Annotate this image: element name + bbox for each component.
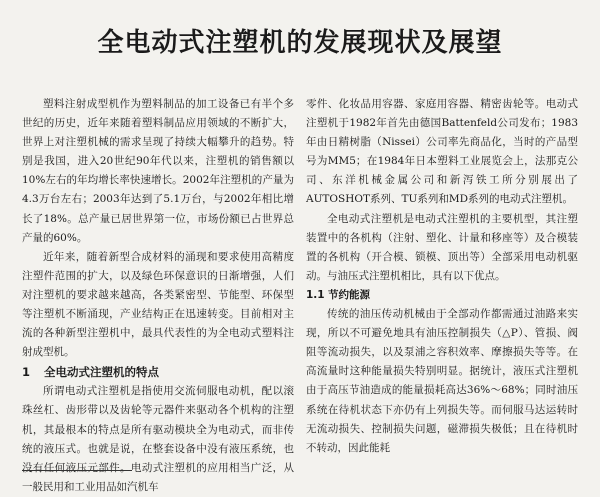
article-title: 全电动式注塑机的发展现状及展望 bbox=[97, 28, 503, 58]
paragraph-history: 零件、化妆品用容器、家庭用容器、精密齿轮等。电动式注塑机于1982年首先由德国Battenfeld公司发布；1983年由日精树脂（Nissei）公司率先商品化，当时的产品型号为MM5；在1984年日本塑料工业展览会上，法那克公司、东洋机械金属公司和新泻铁工所分别展出了AUTOSHOT系列、TU系列和MD系列的电动式注塑机。 bbox=[306, 98, 578, 206]
section-title: 全电动式注塑机的特点 bbox=[44, 365, 159, 380]
right-column bbox=[306, 95, 578, 458]
paragraph-all-electric: 全电动式注塑机是电动式注塑机的主要机型，其注塑装置中的各机构（注射、塑化、计量和移座等）及合模装置的各机构（开合模、锁模、顶出等）全部采用电动机驱动。与油压式注塑机相比，具有以下优点。 bbox=[306, 212, 578, 282]
footnote-divider bbox=[22, 470, 132, 471]
paragraph-definition: 所谓电动式注塑机是指使用交流伺服电动机，配以滚珠丝杠、齿形带以及齿轮等元器件来驱动各个机构的注塑机，其最根本的特点是所有驱动模块全为电动式，而非传统的液压式。也就是说，在整套设备中没有液压系统，也没有任何液压元部件。电动式注塑机的应用相当广泛，从一般民用和工业用品如汽机车 bbox=[22, 385, 294, 493]
section-heading-1 bbox=[22, 362, 294, 382]
paragraph-energy-saving: 传统的油压传动机械由于全部动作都需通过油路来实现，所以不可避免地具有油压控制损失（△P）、管损、阀阻等流动损失，以及泵浦之容积效率、摩擦损失等等。在高流量时这种能量损失特别明显。据统计，液压式注塑机由于高压节油造成的能量损耗高达36%～68%；同时油压系统在待机状态下亦仍有上列损失等。而伺服马达运转时无流动损失、控制损失问题，磁滞损失极低；且在待机时不转动，因此能耗 bbox=[306, 308, 578, 454]
left-column bbox=[22, 95, 294, 497]
subsection-number: 1.1 bbox=[306, 288, 325, 301]
paragraph-trend: 近年来，随着新型合成材料的涌现和要求使用高精度注塑件范围的扩大，以及绿色环保意识的日渐增强，人们对注塑机的要求越来越高，各类紧密型、节能型、环保型等注塑机不断涌现，产业结构正在迅速转变。目前相对主流的各种新型注塑机中，最具代表性的为全电动式塑料注射成型机。 bbox=[22, 250, 294, 359]
section-number: 1 bbox=[22, 365, 31, 380]
subsection-heading-1-1 bbox=[306, 286, 578, 305]
paragraph-intro: 塑料注射成型机作为塑料制品的加工设备已有半个多世纪的历史，近年来随着塑料制品应用领域的不断扩大，世界上对注塑机械的需求呈现了持续大幅攀升的趋势。特别是我国，进入20世纪90年代以来，注塑机的销售额以10%左右的年均增长率快速增长。2002年注塑机的产量为4.3万台左右；2003年达到了5.1万台，与2002年相比增长了18%。总产量已居世界第一位，市场份额已占世界总产量的60%。 bbox=[22, 98, 294, 244]
subsection-title: 节约能源 bbox=[328, 288, 370, 301]
